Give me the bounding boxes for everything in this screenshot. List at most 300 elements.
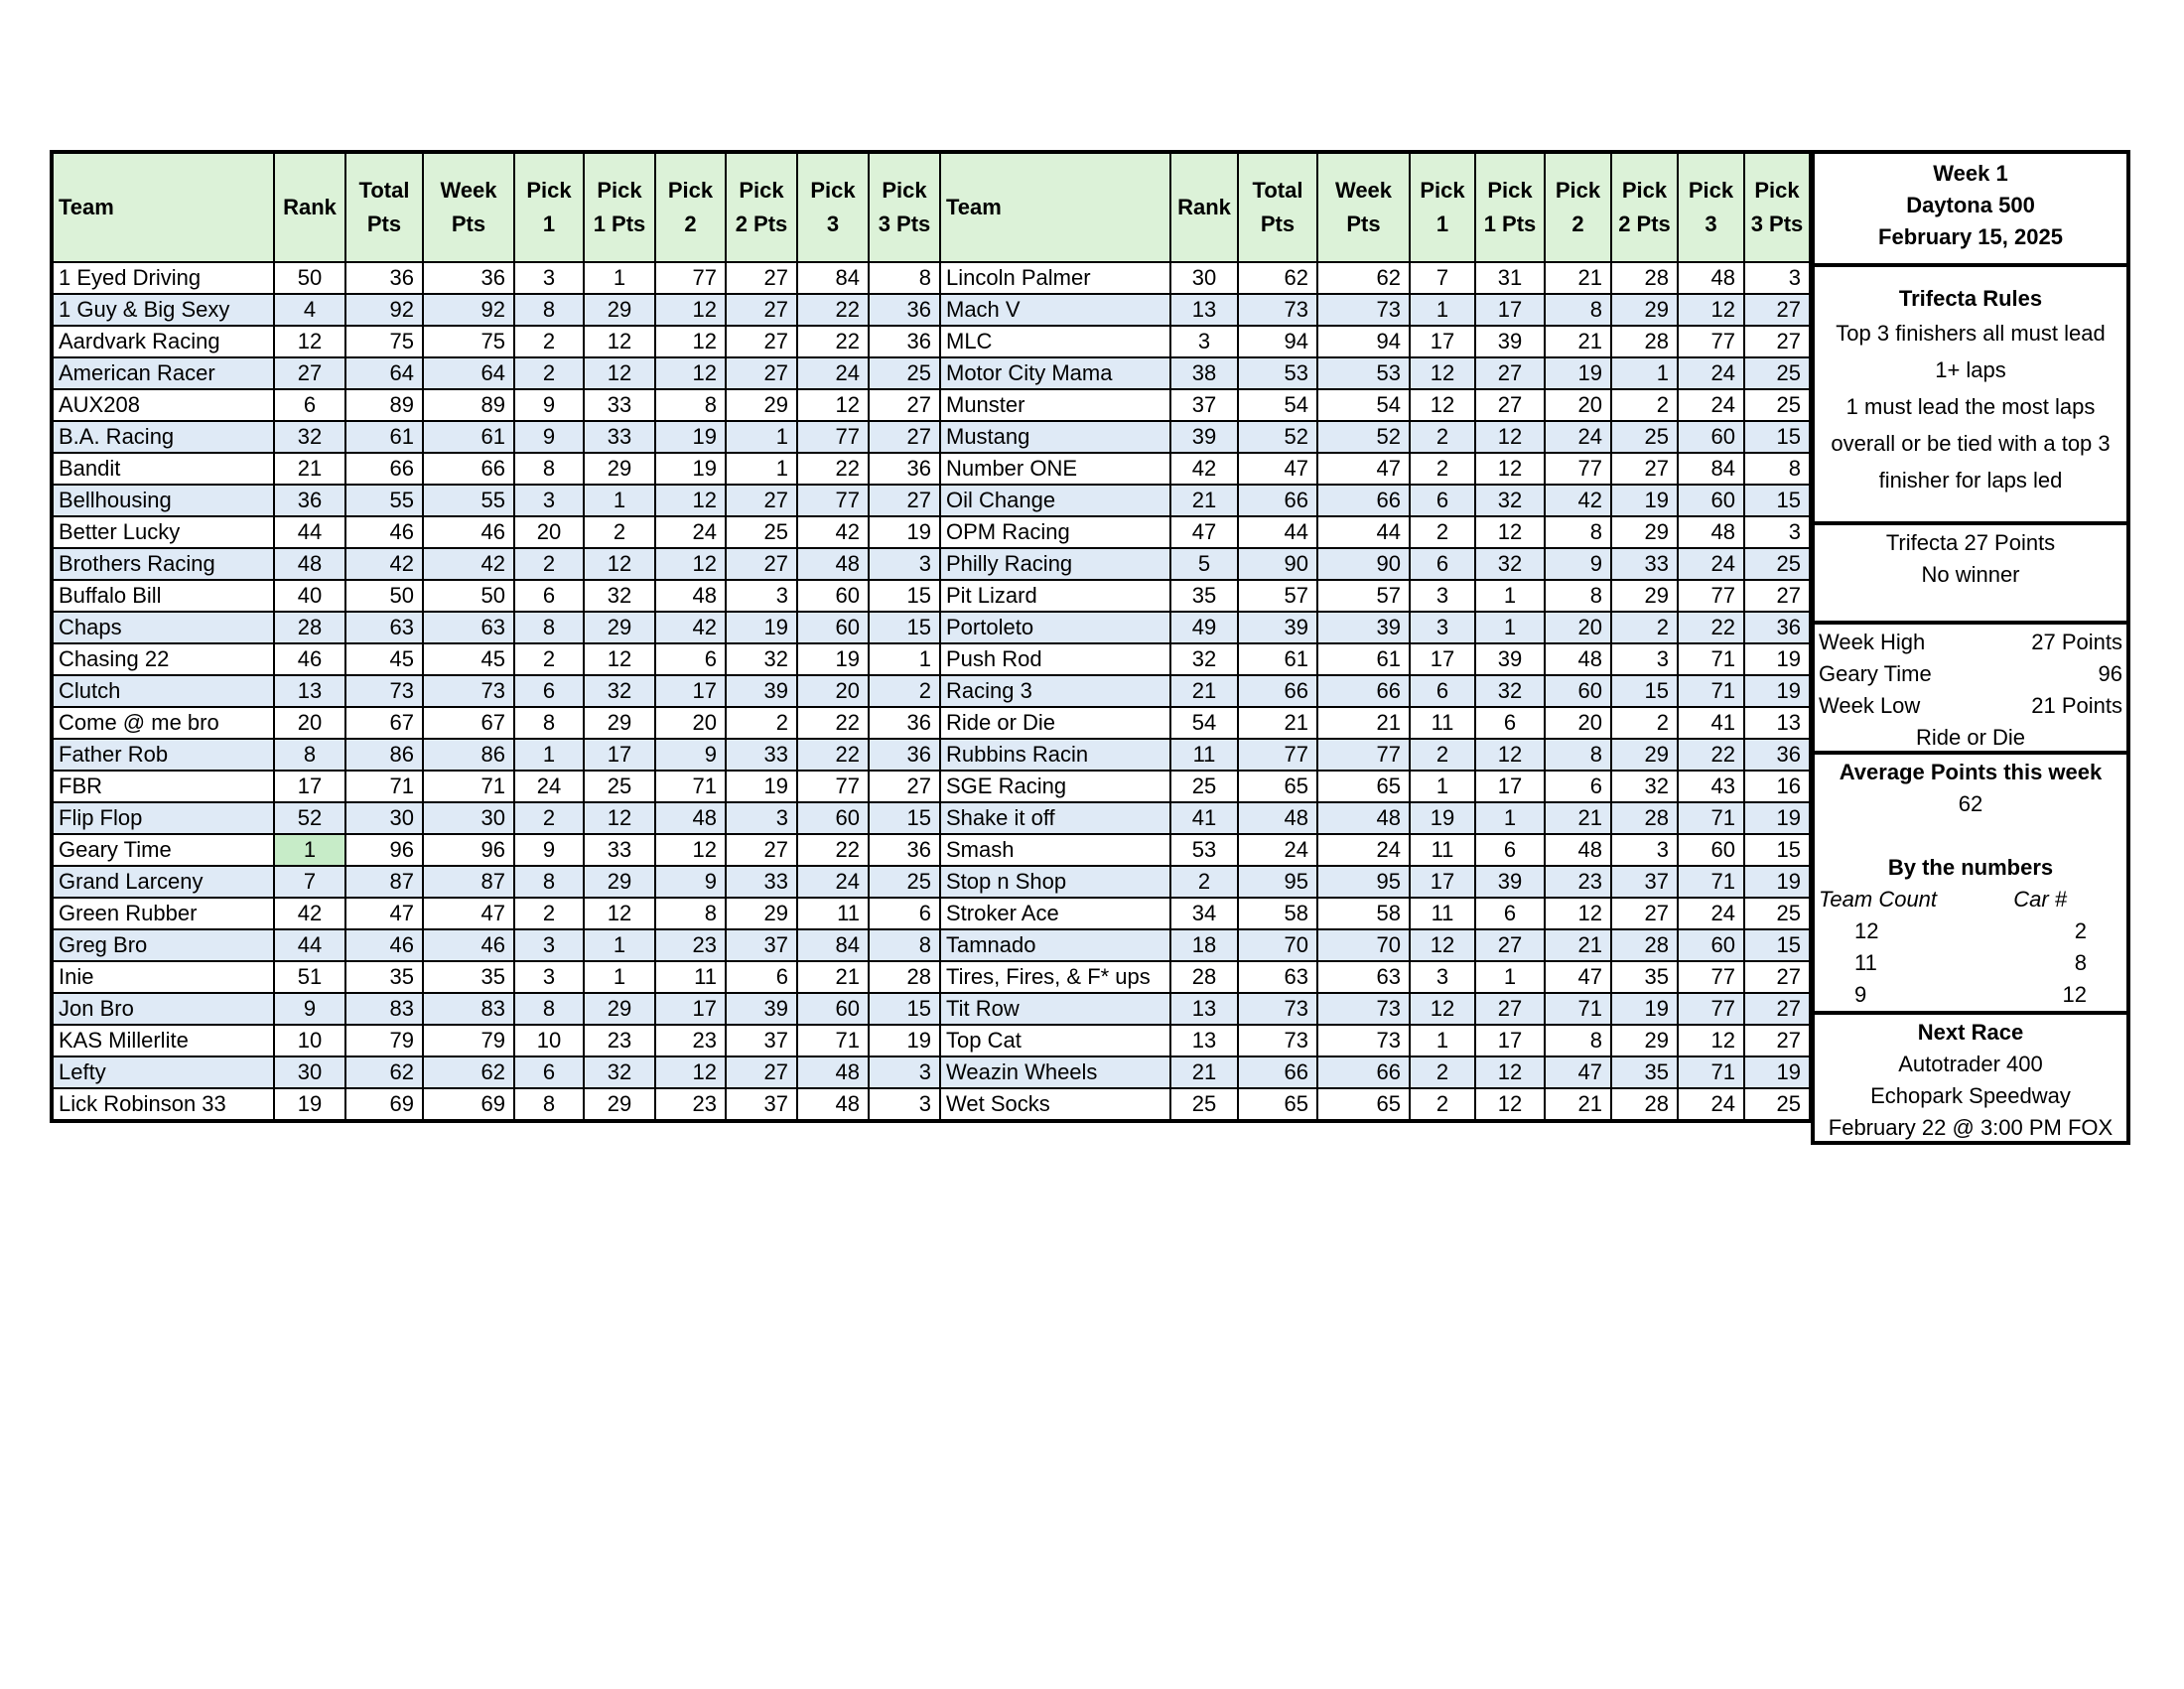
cell-pick2-pts: 25 — [1611, 421, 1678, 453]
cell-team: Stroker Ace — [940, 898, 1170, 929]
cell-pick1: 24 — [514, 771, 584, 802]
cell-total-pts: 92 — [345, 294, 423, 326]
col-pick2-pts: Pick 2 Pts — [1611, 152, 1678, 262]
cell-team: Munster — [940, 389, 1170, 421]
cell-pick3-pts: 15 — [1744, 834, 1811, 866]
cell-week-pts: 86 — [423, 739, 514, 771]
cell-rank: 54 — [1170, 707, 1238, 739]
header-row — [52, 152, 1811, 262]
cell-pick3: 22 — [797, 326, 869, 357]
cell-pick3: 24 — [797, 866, 869, 898]
cell-pick3: 84 — [797, 929, 869, 961]
cell-pick1-pts: 29 — [584, 707, 655, 739]
cell-rank: 13 — [274, 675, 345, 707]
cell-week-pts: 36 — [423, 262, 514, 294]
trifecta-rule: Top 3 finishers all must lead — [1836, 321, 2106, 346]
cell-pick3: 42 — [797, 516, 869, 548]
week-low-value: 21 Points — [2031, 693, 2122, 718]
cell-pick2: 21 — [1545, 802, 1611, 834]
cell-pick3-pts: 1 — [869, 643, 940, 675]
cell-pick1-pts: 17 — [1475, 294, 1545, 326]
cell-pick3: 19 — [797, 643, 869, 675]
cell-pick2-pts: 32 — [1611, 771, 1678, 802]
cell-pick3-pts: 25 — [1744, 898, 1811, 929]
cell-pick3-pts: 19 — [1744, 866, 1811, 898]
cell-pick3-pts: 27 — [1744, 580, 1811, 612]
cell-rank: 46 — [274, 643, 345, 675]
table-row — [52, 707, 1811, 739]
table-row — [52, 898, 1811, 929]
cell-week-pts: 61 — [423, 421, 514, 453]
cell-pick1-pts: 12 — [584, 802, 655, 834]
cell-rank: 12 — [274, 326, 345, 357]
cell-rank: 52 — [274, 802, 345, 834]
cell-pick1: 3 — [514, 485, 584, 516]
cell-week-pts: 83 — [423, 993, 514, 1025]
cell-pick1-pts: 1 — [584, 929, 655, 961]
cell-pick3: 41 — [1678, 707, 1744, 739]
table-row — [52, 961, 1811, 993]
cell-pick2: 17 — [655, 993, 726, 1025]
cell-pick3-pts: 3 — [869, 1088, 940, 1121]
cell-pick2-pts: 37 — [1611, 866, 1678, 898]
cell-team: Greg Bro — [52, 929, 274, 961]
cell-total-pts: 61 — [1238, 643, 1317, 675]
cell-total-pts: 95 — [1238, 866, 1317, 898]
cell-team: Geary Time — [52, 834, 274, 866]
cell-pick2: 11 — [655, 961, 726, 993]
cell-pick2-pts: 29 — [1611, 580, 1678, 612]
trifecta-points-panel — [1811, 521, 2130, 621]
cell-rank: 10 — [274, 1025, 345, 1056]
cell-pick3: 60 — [1678, 485, 1744, 516]
cell-total-pts: 21 — [1238, 707, 1317, 739]
week-low-team: Ride or Die — [1915, 725, 2026, 750]
geary-row — [1815, 658, 2126, 690]
cell-week-pts: 71 — [423, 771, 514, 802]
cell-pick3: 12 — [1678, 1025, 1744, 1056]
cell-rank: 28 — [1170, 961, 1238, 993]
cell-total-pts: 71 — [345, 771, 423, 802]
cell-team: Lefty — [52, 1056, 274, 1088]
trifecta-rules-panel — [1811, 263, 2130, 521]
cell-total-pts: 66 — [345, 453, 423, 485]
cell-pick1-pts: 29 — [584, 453, 655, 485]
cell-pick2-pts: 29 — [726, 389, 797, 421]
cell-rank: 51 — [274, 961, 345, 993]
cell-pick2-pts: 19 — [726, 771, 797, 802]
cell-pick1: 8 — [514, 866, 584, 898]
col-pick2: Pick 2 — [1545, 152, 1611, 262]
cell-pick3: 48 — [797, 1088, 869, 1121]
cell-pick1: 10 — [514, 1025, 584, 1056]
cell-pick1-pts: 6 — [1475, 898, 1545, 929]
cell-pick2-pts: 3 — [1611, 643, 1678, 675]
cell-pick1: 17 — [1410, 326, 1475, 357]
cell-pick3-pts: 15 — [869, 612, 940, 643]
table-row — [52, 612, 1811, 643]
cell-pick3: 21 — [797, 961, 869, 993]
cell-total-pts: 35 — [345, 961, 423, 993]
next-race-name: Autotrader 400 — [1898, 1052, 2043, 1076]
cell-pick1: 11 — [1410, 707, 1475, 739]
cell-team: Stop n Shop — [940, 866, 1170, 898]
cell-rank: 35 — [1170, 580, 1238, 612]
cell-pick1: 2 — [514, 898, 584, 929]
cell-pick2: 47 — [1545, 1056, 1611, 1088]
cell-pick2: 12 — [655, 357, 726, 389]
cell-rank: 32 — [1170, 643, 1238, 675]
cell-rank: 50 — [274, 262, 345, 294]
cell-pick2-pts: 2 — [1611, 707, 1678, 739]
cell-pick3: 22 — [797, 739, 869, 771]
cell-pick2-pts: 19 — [1611, 993, 1678, 1025]
cell-team: Tires, Fires, & F* ups — [940, 961, 1170, 993]
cell-week-pts: 58 — [1317, 898, 1410, 929]
cell-pick3: 60 — [1678, 421, 1744, 453]
cell-team: Green Rubber — [52, 898, 274, 929]
cell-pick2: 21 — [1545, 262, 1611, 294]
cell-pick3-pts: 6 — [869, 898, 940, 929]
trifecta-rule: finisher for laps led — [1878, 468, 2063, 493]
cell-total-pts: 36 — [345, 262, 423, 294]
cell-week-pts: 63 — [1317, 961, 1410, 993]
cell-total-pts: 45 — [345, 643, 423, 675]
cell-pick1-pts: 32 — [1475, 675, 1545, 707]
cell-pick1: 2 — [1410, 739, 1475, 771]
cell-team: 1 Guy & Big Sexy — [52, 294, 274, 326]
cell-pick2-pts: 29 — [1611, 294, 1678, 326]
cell-pick1-pts: 1 — [584, 485, 655, 516]
table-row — [52, 548, 1811, 580]
next-race-title: Next Race — [1917, 1020, 2024, 1045]
cell-week-pts: 44 — [1317, 516, 1410, 548]
cell-week-pts: 66 — [1317, 1056, 1410, 1088]
cell-total-pts: 65 — [1238, 1088, 1317, 1121]
cell-pick3: 84 — [1678, 453, 1744, 485]
cell-team: 1 Eyed Driving — [52, 262, 274, 294]
cell-week-pts: 77 — [1317, 739, 1410, 771]
table-row — [52, 675, 1811, 707]
cell-pick1-pts: 39 — [1475, 866, 1545, 898]
cell-pick2: 24 — [655, 516, 726, 548]
cell-pick2: 60 — [1545, 675, 1611, 707]
cell-pick3-pts: 25 — [1744, 357, 1811, 389]
table-row — [52, 1088, 1811, 1121]
cell-rank: 27 — [274, 357, 345, 389]
cell-week-pts: 87 — [423, 866, 514, 898]
cell-pick3-pts: 27 — [1744, 1025, 1811, 1056]
cell-pick2: 17 — [655, 675, 726, 707]
week-label: Week 1 — [1933, 161, 2008, 186]
cell-total-pts: 24 — [1238, 834, 1317, 866]
week-high-label: Week High — [1819, 630, 1926, 654]
cell-week-pts: 95 — [1317, 866, 1410, 898]
cell-pick2-pts: 29 — [726, 898, 797, 929]
col-pick1-pts: Pick 1 Pts — [584, 152, 655, 262]
cell-total-pts: 79 — [345, 1025, 423, 1056]
trifecta-rule: 1 must lead the most laps — [1845, 394, 2096, 419]
cell-total-pts: 69 — [345, 1088, 423, 1121]
cell-pick2: 20 — [1545, 707, 1611, 739]
cell-pick2: 12 — [655, 485, 726, 516]
cell-rank: 9 — [274, 993, 345, 1025]
cell-pick3-pts: 3 — [869, 548, 940, 580]
cell-team: Rubbins Racin — [940, 739, 1170, 771]
cell-total-pts: 47 — [1238, 453, 1317, 485]
week-low-row — [1815, 690, 2126, 722]
cell-pick2: 8 — [1545, 580, 1611, 612]
cell-week-pts: 45 — [423, 643, 514, 675]
cell-pick1-pts: 25 — [584, 771, 655, 802]
cell-pick3: 71 — [1678, 802, 1744, 834]
cell-pick1: 11 — [1410, 898, 1475, 929]
cell-pick2: 21 — [1545, 929, 1611, 961]
cell-pick3: 60 — [1678, 834, 1744, 866]
table-row — [52, 866, 1811, 898]
table-row — [52, 802, 1811, 834]
cell-pick2: 12 — [655, 834, 726, 866]
cell-pick1-pts: 29 — [584, 1088, 655, 1121]
race-info-panel — [1811, 150, 2130, 263]
cell-pick2-pts: 3 — [726, 580, 797, 612]
cell-rank: 48 — [274, 548, 345, 580]
cell-team: Chasing 22 — [52, 643, 274, 675]
cell-pick2: 12 — [655, 1056, 726, 1088]
cell-pick1: 6 — [1410, 485, 1475, 516]
cell-pick3-pts: 15 — [869, 580, 940, 612]
cell-pick3: 71 — [1678, 1056, 1744, 1088]
cell-week-pts: 69 — [423, 1088, 514, 1121]
cell-pick3: 77 — [1678, 580, 1744, 612]
cell-total-pts: 52 — [1238, 421, 1317, 453]
cell-pick3: 22 — [797, 294, 869, 326]
col-team: Team — [52, 152, 274, 262]
cell-pick1: 8 — [514, 1088, 584, 1121]
week-stats-panel — [1811, 621, 2130, 751]
cell-week-pts: 66 — [1317, 675, 1410, 707]
team-count: 11 — [1854, 950, 1877, 975]
table-row — [52, 485, 1811, 516]
cell-pick2-pts: 2 — [1611, 389, 1678, 421]
cell-week-pts: 30 — [423, 802, 514, 834]
cell-pick1-pts: 12 — [584, 548, 655, 580]
cell-team: Ride or Die — [940, 707, 1170, 739]
cell-pick1: 3 — [1410, 612, 1475, 643]
cell-total-pts: 30 — [345, 802, 423, 834]
cell-total-pts: 42 — [345, 548, 423, 580]
cell-pick1-pts: 12 — [1475, 1056, 1545, 1088]
cell-pick3: 77 — [1678, 961, 1744, 993]
cell-pick1-pts: 1 — [1475, 961, 1545, 993]
standings-table — [50, 150, 1813, 1123]
cell-pick3-pts: 25 — [1744, 548, 1811, 580]
week-high-row — [1815, 627, 2126, 658]
cell-pick3: 24 — [1678, 1088, 1744, 1121]
trifecta-rule: 1+ laps — [1935, 357, 2006, 382]
cell-pick1-pts: 12 — [1475, 1088, 1545, 1121]
cell-pick3-pts: 25 — [869, 357, 940, 389]
cell-pick1: 7 — [1410, 262, 1475, 294]
cell-total-pts: 44 — [1238, 516, 1317, 548]
team-count: 12 — [1854, 918, 1879, 943]
cell-rank: 3 — [1170, 326, 1238, 357]
cell-week-pts: 89 — [423, 389, 514, 421]
cell-week-pts: 42 — [423, 548, 514, 580]
cell-pick2: 23 — [655, 1088, 726, 1121]
cell-week-pts: 50 — [423, 580, 514, 612]
cell-pick3-pts: 27 — [1744, 993, 1811, 1025]
cell-pick2-pts: 6 — [726, 961, 797, 993]
cell-pick3: 22 — [797, 707, 869, 739]
cell-week-pts: 64 — [423, 357, 514, 389]
cell-pick2: 21 — [1545, 326, 1611, 357]
cell-pick1-pts: 32 — [584, 1056, 655, 1088]
numbers-title: By the numbers — [1887, 855, 2054, 880]
cell-week-pts: 70 — [1317, 929, 1410, 961]
cell-pick2-pts: 39 — [726, 675, 797, 707]
table-row — [52, 326, 1811, 357]
cell-pick3-pts: 25 — [1744, 389, 1811, 421]
cell-pick2: 77 — [1545, 453, 1611, 485]
cell-pick2-pts: 27 — [726, 834, 797, 866]
cell-rank: 25 — [1170, 771, 1238, 802]
cell-team: Bandit — [52, 453, 274, 485]
cell-pick3-pts: 36 — [869, 707, 940, 739]
cell-pick1-pts: 29 — [584, 612, 655, 643]
cell-week-pts: 90 — [1317, 548, 1410, 580]
cell-pick1-pts: 29 — [584, 993, 655, 1025]
cell-total-pts: 86 — [345, 739, 423, 771]
col-pick1-pts: Pick 1 Pts — [1475, 152, 1545, 262]
cell-pick3-pts: 36 — [1744, 612, 1811, 643]
table-row — [52, 1056, 1811, 1088]
cell-pick2-pts: 27 — [1611, 898, 1678, 929]
cell-rank: 7 — [274, 866, 345, 898]
cell-pick3-pts: 19 — [1744, 1056, 1811, 1088]
cell-pick3-pts: 13 — [1744, 707, 1811, 739]
cell-team: Flip Flop — [52, 802, 274, 834]
table-row — [52, 580, 1811, 612]
cell-pick2: 12 — [655, 548, 726, 580]
cell-pick3: 12 — [797, 389, 869, 421]
cell-pick2-pts: 37 — [726, 1088, 797, 1121]
cell-pick3-pts: 3 — [1744, 516, 1811, 548]
cell-pick1-pts: 32 — [1475, 548, 1545, 580]
col-pick2-pts: Pick 2 Pts — [726, 152, 797, 262]
cell-rank: 40 — [274, 580, 345, 612]
cell-pick1-pts: 39 — [1475, 643, 1545, 675]
cell-pick1-pts: 1 — [584, 262, 655, 294]
cell-team: Father Rob — [52, 739, 274, 771]
cell-pick3-pts: 27 — [869, 485, 940, 516]
cell-rank: 37 — [1170, 389, 1238, 421]
cell-pick1: 1 — [1410, 771, 1475, 802]
cell-pick2: 6 — [655, 643, 726, 675]
col-pick3: Pick 3 — [797, 152, 869, 262]
next-race-date: February 22 @ 3:00 PM FOX — [1828, 1115, 2114, 1140]
cell-pick2: 8 — [655, 898, 726, 929]
cell-week-pts: 47 — [423, 898, 514, 929]
cell-pick3-pts: 8 — [869, 929, 940, 961]
cell-pick1-pts: 12 — [1475, 516, 1545, 548]
cell-pick2: 20 — [655, 707, 726, 739]
cell-pick1: 8 — [514, 707, 584, 739]
cell-team: Tamnado — [940, 929, 1170, 961]
cell-pick3: 22 — [797, 834, 869, 866]
cell-rank: 4 — [274, 294, 345, 326]
cell-total-pts: 55 — [345, 485, 423, 516]
cell-pick2: 48 — [655, 580, 726, 612]
cell-pick1-pts: 29 — [584, 294, 655, 326]
cell-pick3: 71 — [1678, 866, 1744, 898]
cell-pick2-pts: 1 — [726, 421, 797, 453]
cell-total-pts: 73 — [1238, 294, 1317, 326]
cell-pick3: 71 — [797, 1025, 869, 1056]
table-row — [52, 1025, 1811, 1056]
cell-team: Aardvark Racing — [52, 326, 274, 357]
cell-rank: 36 — [274, 485, 345, 516]
cell-pick1: 2 — [1410, 421, 1475, 453]
week-high-value: 27 Points — [2031, 630, 2122, 654]
cell-pick1-pts: 31 — [1475, 262, 1545, 294]
numbers-header — [1815, 884, 2126, 915]
cell-total-pts: 66 — [1238, 485, 1317, 516]
cell-week-pts: 48 — [1317, 802, 1410, 834]
cell-pick1: 8 — [514, 453, 584, 485]
cell-week-pts: 65 — [1317, 1088, 1410, 1121]
cell-pick3: 77 — [1678, 326, 1744, 357]
cell-team: Lincoln Palmer — [940, 262, 1170, 294]
cell-total-pts: 62 — [345, 1056, 423, 1088]
col-pick3-pts: Pick 3 Pts — [869, 152, 940, 262]
cell-pick3-pts: 15 — [1744, 929, 1811, 961]
cell-pick3: 60 — [1678, 929, 1744, 961]
cell-pick1: 2 — [514, 802, 584, 834]
cell-rank: 32 — [274, 421, 345, 453]
cell-team: Philly Racing — [940, 548, 1170, 580]
cell-pick1-pts: 17 — [1475, 771, 1545, 802]
cell-team: Push Rod — [940, 643, 1170, 675]
cell-pick1: 9 — [514, 834, 584, 866]
cell-pick2: 23 — [655, 929, 726, 961]
cell-pick1-pts: 27 — [1475, 357, 1545, 389]
cell-pick2: 71 — [1545, 993, 1611, 1025]
cell-pick2: 8 — [1545, 294, 1611, 326]
cell-pick3-pts: 19 — [1744, 675, 1811, 707]
cell-pick1-pts: 29 — [584, 866, 655, 898]
cell-pick1-pts: 12 — [1475, 421, 1545, 453]
cell-pick2: 12 — [655, 326, 726, 357]
cell-week-pts: 66 — [423, 453, 514, 485]
cell-team: Better Lucky — [52, 516, 274, 548]
cell-pick2-pts: 28 — [1611, 262, 1678, 294]
week-low-label: Week Low — [1819, 693, 1921, 718]
table-row — [52, 771, 1811, 802]
cell-team: Chaps — [52, 612, 274, 643]
cell-pick1: 8 — [514, 294, 584, 326]
cell-pick3-pts: 19 — [1744, 802, 1811, 834]
cell-total-pts: 73 — [1238, 1025, 1317, 1056]
cell-pick2: 8 — [1545, 1025, 1611, 1056]
cell-pick1-pts: 27 — [1475, 389, 1545, 421]
cell-pick3-pts: 27 — [869, 771, 940, 802]
cell-pick1: 8 — [514, 612, 584, 643]
cell-team: Tit Row — [940, 993, 1170, 1025]
cell-pick1-pts: 32 — [584, 675, 655, 707]
average-value: 62 — [1958, 791, 1983, 816]
cell-team: OPM Racing — [940, 516, 1170, 548]
